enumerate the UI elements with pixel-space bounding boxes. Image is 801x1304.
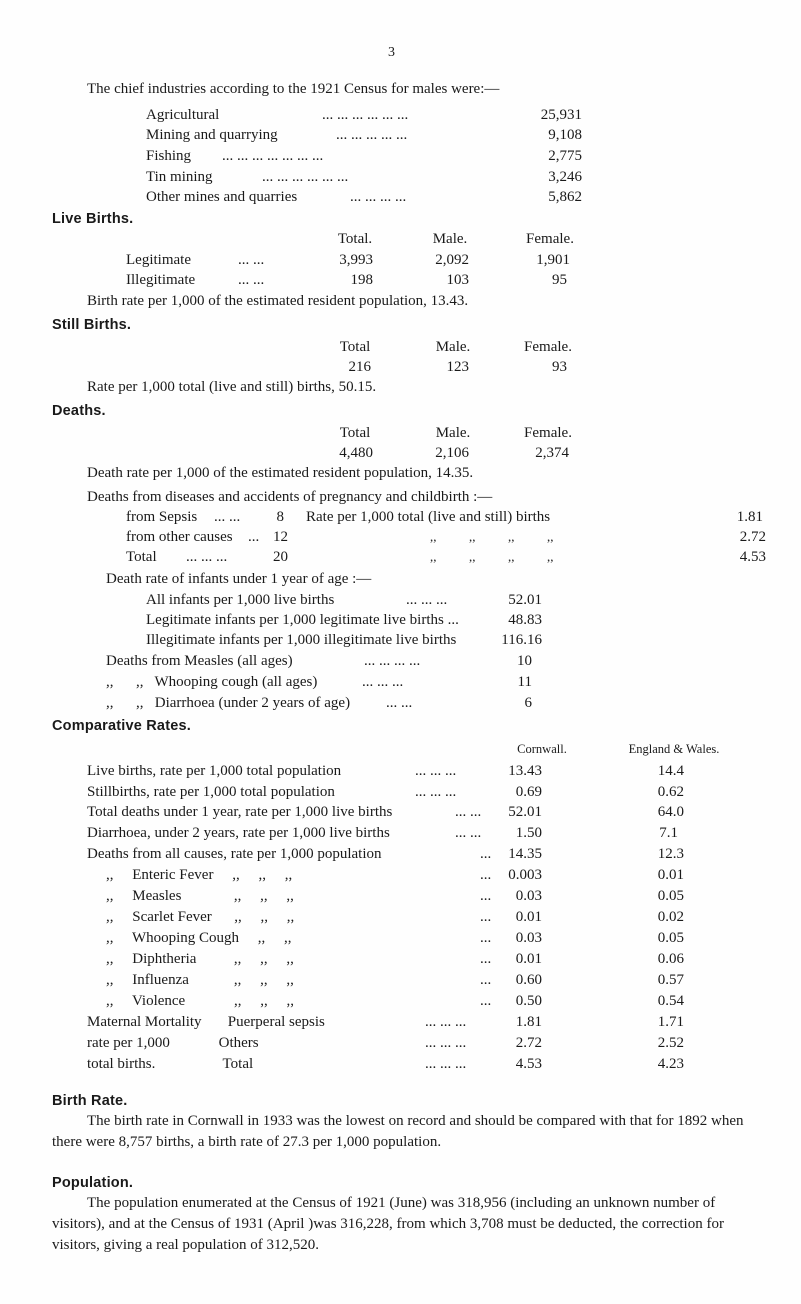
- still-births-heading: Still Births.: [52, 317, 132, 333]
- col-total: Total.: [337, 231, 373, 247]
- other-death-value: 11: [517, 674, 532, 690]
- leader-dots: ... ...: [455, 825, 482, 841]
- leader-dots: ...: [480, 951, 492, 967]
- cornwall-value: 14.35: [508, 846, 542, 862]
- england-wales-value: 0.06: [657, 951, 684, 967]
- male-value: 2,092: [435, 252, 469, 268]
- male-value: 123: [446, 359, 469, 375]
- leader-dots: ... ... ... ...: [364, 653, 421, 669]
- leader-dots: ... ... ...: [425, 1035, 467, 1051]
- pregnancy-rate: 1.81: [736, 509, 763, 525]
- cornwall-value: 0.01: [515, 909, 542, 925]
- england-wales-value: 2.52: [657, 1035, 684, 1051]
- england-wales-value: 0.54: [657, 993, 684, 1009]
- infant-label: Legitimate infants per 1,000 legitimate live births ...: [146, 612, 459, 628]
- table-row: Diarrhoea, under 2 years, rate per 1,000 live births: [87, 825, 390, 841]
- pregnancy-rate-text: Rate per 1,000 total (live and still) births: [306, 509, 551, 525]
- table-row: ,, Measles ,, ,, ,,: [106, 888, 294, 904]
- england-wales-value: 7.1: [659, 825, 678, 841]
- leader-dots: ... ... ...: [186, 549, 228, 565]
- england-wales-value: 64.0: [657, 804, 684, 820]
- total-value: 216: [348, 359, 371, 375]
- industry-value: 9,108: [548, 127, 582, 143]
- leader-dots: ... ... ... ...: [350, 189, 407, 205]
- england-wales-value: 0.02: [657, 909, 684, 925]
- table-row: Deaths from all causes, rate per 1,000 population: [87, 846, 382, 862]
- cornwall-value: 0.03: [515, 930, 542, 946]
- birth-rate-paragraph: The birth rate in Cornwall in 1933 was the lowest on record and should be compared with that for 1892 when there were 8,757 births, a birth rate of 27.3 per 1,000 population.: [52, 1113, 744, 1150]
- col-male: Male.: [435, 339, 471, 355]
- infant-value: 116.16: [501, 632, 542, 648]
- col-male: Male.: [435, 425, 471, 441]
- col-total: Total: [339, 425, 371, 441]
- other-death-label: Deaths from Measles (all ages): [106, 653, 293, 669]
- england-wales-value: 12.3: [657, 846, 684, 862]
- cornwall-value: 2.72: [515, 1035, 542, 1051]
- cornwall-value: 1.50: [515, 825, 542, 841]
- infant-intro: Death rate of infants under 1 year of age :—: [106, 571, 372, 587]
- male-value: 2,106: [435, 445, 469, 461]
- england-wales-value: 0.05: [657, 888, 684, 904]
- pregnancy-label: from other causes: [126, 529, 233, 545]
- table-row: Live births, rate per 1,000 total population: [87, 763, 342, 779]
- leader-dots: ... ... ...: [425, 1014, 467, 1030]
- industries-intro: The chief industries according to the 1921 Census for males were:—: [87, 81, 500, 97]
- table-row: ,, Whooping Cough ,, ,,: [106, 930, 292, 946]
- leader-dots: ... ... ...: [362, 674, 404, 690]
- industry-label: Agricultural: [146, 107, 220, 123]
- leader-dots: ... ... ... ... ...: [336, 127, 408, 143]
- infant-label: All infants per 1,000 live births: [146, 592, 335, 608]
- pregnancy-count: 8: [276, 509, 284, 525]
- leader-dots: ... ... ...: [406, 592, 448, 608]
- cornwall-value: 4.53: [515, 1056, 542, 1072]
- death-rate-line: Death rate per 1,000 of the estimated resident population, 14.35.: [87, 465, 474, 481]
- cornwall-value: 0.60: [515, 972, 542, 988]
- cornwall-value: 1.81: [515, 1014, 542, 1030]
- leader-dots: ...: [248, 529, 260, 545]
- england-wales-value: 0.57: [657, 972, 684, 988]
- leader-dots: ... ...: [238, 272, 265, 288]
- col-england-wales: England & Wales.: [628, 742, 720, 756]
- col-female: Female.: [524, 425, 572, 441]
- industry-value: 2,775: [548, 148, 582, 164]
- birth-rate-heading: Birth Rate.: [52, 1093, 128, 1109]
- col-cornwall: Cornwall.: [517, 742, 567, 756]
- table-row: ,, Diphtheria ,, ,, ,,: [106, 951, 294, 967]
- table-row: ,, Influenza ,, ,, ,,: [106, 972, 294, 988]
- industry-label: Fishing: [146, 148, 192, 164]
- table-row: Maternal Mortality Puerperal sepsis: [87, 1014, 325, 1030]
- pregnancy-label: from Sepsis: [126, 509, 198, 525]
- leader-dots: ...: [480, 846, 492, 862]
- table-row: ,, Enteric Fever ,, ,, ,,: [106, 867, 293, 883]
- pregnancy-count: 12: [273, 529, 288, 545]
- female-value: 95: [552, 272, 567, 288]
- leader-dots: ...: [480, 930, 492, 946]
- pregnancy-label: Total: [126, 549, 157, 565]
- col-female: Female.: [526, 231, 574, 247]
- industry-value: 3,246: [548, 169, 582, 185]
- ditto-marks: ,, ,, ,, ,,: [430, 529, 554, 544]
- cornwall-value: 0.03: [515, 888, 542, 904]
- leader-dots: ... ...: [214, 509, 241, 525]
- other-death-value: 10: [517, 653, 532, 669]
- female-value: 1,901: [536, 252, 570, 268]
- industry-label: Tin mining: [146, 169, 213, 185]
- leader-dots: ... ... ...: [425, 1056, 467, 1072]
- total-value: 3,993: [339, 252, 373, 268]
- cornwall-value: 0.003: [508, 867, 542, 883]
- row-label: Illegitimate: [126, 272, 196, 288]
- female-value: 2,374: [535, 445, 569, 461]
- england-wales-value: 4.23: [657, 1056, 684, 1072]
- other-death-label: ,, ,, Diarrhoea (under 2 years of age): [106, 695, 351, 711]
- ditto-marks: ,, ,, ,, ,,: [430, 549, 554, 564]
- leader-dots: ...: [480, 888, 492, 904]
- male-value: 103: [446, 272, 469, 288]
- cornwall-value: 52.01: [508, 804, 542, 820]
- leader-dots: ... ... ... ... ... ... ...: [222, 148, 324, 164]
- live-births-heading: Live Births.: [52, 211, 134, 227]
- leader-dots: ... ... ...: [415, 784, 457, 800]
- leader-dots: ... ... ...: [415, 763, 457, 779]
- female-value: 93: [552, 359, 567, 375]
- table-row: Total deaths under 1 year, rate per 1,000 live births: [87, 804, 393, 820]
- row-label: Legitimate: [126, 252, 191, 268]
- infant-value: 48.83: [508, 612, 542, 628]
- leader-dots: ... ... ... ... ... ...: [262, 169, 349, 185]
- page-number: 3: [388, 45, 395, 60]
- england-wales-value: 14.4: [657, 763, 684, 779]
- leader-dots: ...: [480, 867, 492, 883]
- total-value: 198: [350, 272, 373, 288]
- infant-value: 52.01: [508, 592, 542, 608]
- leader-dots: ... ... ... ... ... ...: [322, 107, 409, 123]
- leader-dots: ... ...: [455, 804, 482, 820]
- infant-label: Illegitimate infants per 1,000 illegitimate live births: [146, 632, 457, 648]
- total-value: 4,480: [339, 445, 373, 461]
- table-row: total births. Total: [87, 1056, 254, 1072]
- table-row: ,, Scarlet Fever ,, ,, ,,: [106, 909, 295, 925]
- pregnancy-intro: Deaths from diseases and accidents of pregnancy and childbirth :—: [87, 489, 493, 505]
- leader-dots: ...: [480, 909, 492, 925]
- table-row: ,, Violence ,, ,, ,,: [106, 993, 294, 1009]
- england-wales-value: 0.62: [657, 784, 684, 800]
- deaths-heading: Deaths.: [52, 403, 106, 419]
- england-wales-value: 1.71: [657, 1014, 684, 1030]
- england-wales-value: 0.01: [657, 867, 684, 883]
- industry-label: Mining and quarrying: [146, 127, 278, 143]
- pregnancy-count: 20: [273, 549, 288, 565]
- still-birth-rate-line: Rate per 1,000 total (live and still) births, 50.15.: [87, 379, 377, 395]
- table-row: Stillbirths, rate per 1,000 total population: [87, 784, 335, 800]
- industry-value: 5,862: [548, 189, 582, 205]
- col-male: Male.: [432, 231, 468, 247]
- industry-value: 25,931: [540, 107, 582, 123]
- other-death-value: 6: [524, 695, 532, 711]
- birth-rate-line: Birth rate per 1,000 of the estimated resident population, 13.43.: [87, 293, 469, 309]
- pregnancy-rate: 4.53: [739, 549, 766, 565]
- cornwall-value: 0.01: [515, 951, 542, 967]
- leader-dots: ... ...: [386, 695, 413, 711]
- cornwall-value: 0.69: [515, 784, 542, 800]
- cornwall-value: 13.43: [508, 763, 542, 779]
- pregnancy-rate: 2.72: [739, 529, 766, 545]
- col-female: Female.: [524, 339, 572, 355]
- table-row: rate per 1,000 Others: [87, 1035, 259, 1051]
- population-paragraph: The population enumerated at the Census of 1921 (June) was 318,956 (including an unknown number of visitors), and at the Census of 1931 (April )was 316,228, from which 3,708 must be deducted, the correction for visitors, giving a real population of 312,520.: [52, 1195, 724, 1253]
- comparative-heading: Comparative Rates.: [52, 718, 191, 734]
- col-total: Total: [339, 339, 371, 355]
- cornwall-value: 0.50: [515, 993, 542, 1009]
- england-wales-value: 0.05: [657, 930, 684, 946]
- leader-dots: ... ...: [238, 252, 265, 268]
- leader-dots: ...: [480, 972, 492, 988]
- population-heading: Population.: [52, 1175, 134, 1191]
- leader-dots: ...: [480, 993, 492, 1009]
- other-death-label: ,, ,, Whooping cough (all ages): [106, 674, 318, 690]
- industry-label: Other mines and quarries: [146, 189, 298, 205]
